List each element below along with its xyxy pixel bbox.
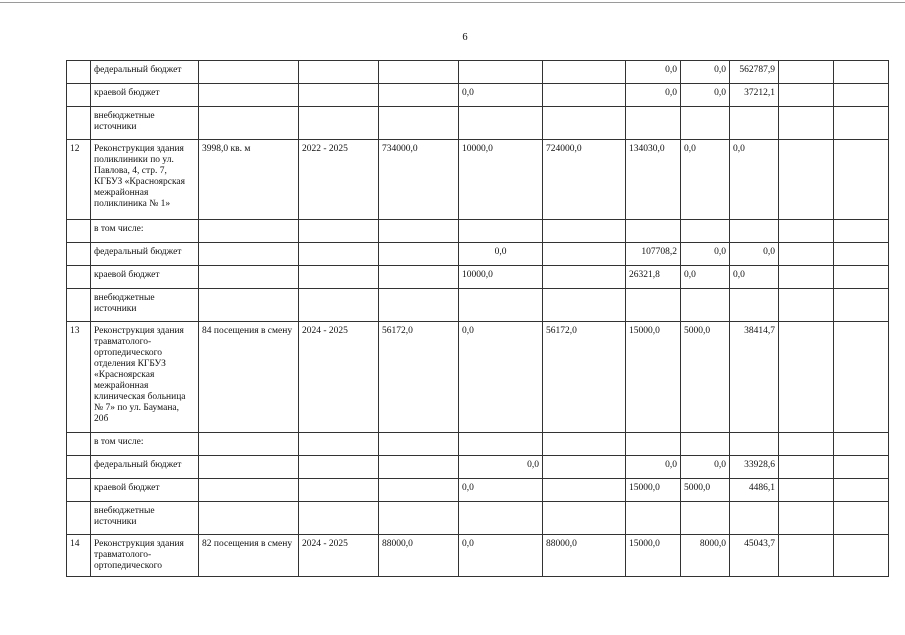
cell-value: 15000,0 [626,322,681,433]
cell-total: 56172,0 [379,322,459,433]
cell-capacity: 82 посещения в смену [199,535,299,577]
table-row-project-14 [67,535,889,577]
cell-total: 88000,0 [379,535,459,577]
cell-num [67,61,91,84]
cell-value: 88000,0 [543,535,626,577]
table-row-project-13 [67,322,889,433]
cell-label: в том числе: [91,433,199,456]
cell-num: 12 [67,140,91,220]
cell-label: внебюджетные источники [91,107,199,140]
cell-value: 0,0 [681,456,730,479]
cell-value: 724000,0 [543,140,626,220]
cell-value: 0,0 [459,322,543,433]
cell-value: 0,0 [459,479,543,502]
table-row [67,107,889,140]
cell-capacity: 84 посещения в смену [199,322,299,433]
cell-value: 10000,0 [459,266,543,289]
cell-value: 134030,0 [626,140,681,220]
cell-value: 37212,1 [730,84,779,107]
table-row [67,502,889,535]
cell-period: 2024 - 2025 [299,535,379,577]
cell-value: 0,0 [730,266,779,289]
table-row [67,61,889,84]
cell-label: федеральный бюджет [91,243,199,266]
cell-project-name: Реконструкция здания травматолого-ортопедического отделения КГБУЗ «Красноярская межрайонная клиническая больница № 7» по ул. Баумана, 20б [91,322,199,433]
cell-value: 26321,8 [626,266,681,289]
page-number: 6 [462,32,468,43]
cell-value: 0,0 [459,84,543,107]
cell-value: 0,0 [730,140,779,220]
cell-total: 734000,0 [379,140,459,220]
cell-label: федеральный бюджет [91,61,199,84]
cell-num: 13 [67,322,91,433]
budget-table [66,60,889,577]
cell-value: 56172,0 [543,322,626,433]
cell-value: 33928,6 [730,456,779,479]
cell-value: 0,0 [459,243,543,266]
cell-label: краевой бюджет [91,266,199,289]
table-row [67,84,889,107]
cell-project-name: Реконструкция здания поликлиники по ул. Павлова, 4, стр. 7, КГБУЗ «Красноярская межрайонная поликлиника № 1» [91,140,199,220]
cell-label: внебюджетные источники [91,289,199,322]
cell-period: 2022 - 2025 [299,140,379,220]
cell-label: федеральный бюджет [91,456,199,479]
cell-label: в том числе: [91,220,199,243]
table-row [67,456,889,479]
cell-value: 5000,0 [681,479,730,502]
table-row [67,220,889,243]
cell-value: 0,0 [626,84,681,107]
cell-value: 0,0 [459,456,543,479]
cell-value: 0,0 [681,266,730,289]
cell-value: 10000,0 [459,140,543,220]
cell-value: 562787,9 [730,61,779,84]
cell-value: 45043,7 [730,535,779,577]
cell-project-name: Реконструкция здания травматолого-ортопедического [91,535,199,577]
table-row [67,266,889,289]
cell-period: 2024 - 2025 [299,322,379,433]
cell-value: 0,0 [626,61,681,84]
cell-label: краевой бюджет [91,84,199,107]
table-row [67,433,889,456]
cell-value: 0,0 [459,535,543,577]
cell-value: 107708,2 [626,243,681,266]
cell-label: краевой бюджет [91,479,199,502]
cell-value: 0,0 [681,84,730,107]
cell-capacity: 3998,0 кв. м [199,140,299,220]
page-top-border [0,2,905,3]
cell-value: 4486,1 [730,479,779,502]
cell-value: 0,0 [681,140,730,220]
cell-value: 0,0 [626,456,681,479]
cell-value: 0,0 [730,243,779,266]
cell-value: 8000,0 [681,535,730,577]
cell-num: 14 [67,535,91,577]
table-row-project-12 [67,140,889,220]
cell-value: 5000,0 [681,322,730,433]
table-row [67,479,889,502]
cell-value: 15000,0 [626,535,681,577]
table-row [67,289,889,322]
cell-value: 0,0 [681,243,730,266]
table-row [67,243,889,266]
cell-value: 15000,0 [626,479,681,502]
cell-value: 38414,7 [730,322,779,433]
cell-label: внебюджетные источники [91,502,199,535]
cell-value: 0,0 [681,61,730,84]
